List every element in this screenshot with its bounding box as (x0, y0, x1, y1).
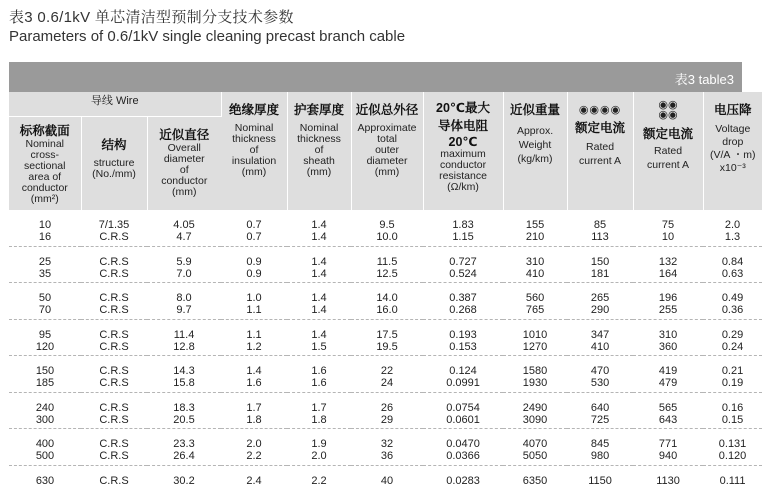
diameter-value: 5.9 (176, 255, 192, 268)
section-value: 16 (38, 231, 52, 243)
section-value: 630 (35, 474, 55, 487)
insulation-cell (221, 466, 287, 496)
structure-value: C.R.S (99, 255, 129, 268)
drop-value: 0.63 (721, 267, 744, 280)
section-value: 10 (38, 219, 52, 231)
outer-value: 14.0 (376, 292, 398, 304)
rated4-value: 470 (590, 365, 610, 377)
rated2-value: 643 (658, 413, 678, 426)
structure-value: 7/1.35 (98, 219, 130, 231)
rated2-cell (633, 320, 703, 356)
rated2-cell (633, 429, 703, 465)
section-value: 185 (35, 377, 55, 389)
structure-value: C.R.S (99, 474, 129, 487)
drop-cell (703, 210, 762, 246)
resistance-value: 0.193 (449, 328, 477, 341)
weight-cell (503, 320, 567, 356)
outer-value: 12.5 (376, 267, 398, 280)
outer-value: 16.0 (376, 304, 398, 316)
table-row (9, 356, 762, 392)
diameter-cell (147, 466, 221, 496)
drop-value: 2.0 (724, 219, 741, 231)
diameter-value: 4.05 (173, 219, 195, 231)
title-cn: 表3 0.6/1kV 单芯清洁型预制分支技术参数 (9, 9, 294, 26)
rated2-value: 255 (658, 304, 678, 316)
rated4-value: 85 (593, 219, 607, 231)
resistance-value: 0.153 (449, 340, 477, 353)
drop-cell (703, 320, 762, 356)
sheath-value: 1.6 (311, 377, 327, 389)
section-value: 500 (35, 450, 55, 462)
resistance-value: 0.268 (449, 304, 477, 316)
insulation-cell (221, 429, 287, 465)
insulation-value: 0.7 (246, 231, 262, 243)
diameter-value: 30.2 (173, 474, 195, 487)
diameter-value: 8.0 (176, 292, 192, 304)
structure-value: C.R.S (99, 292, 129, 304)
diameter-cell (147, 210, 221, 246)
rated4-value: 725 (590, 413, 610, 426)
section-cell (9, 356, 81, 392)
rated2-value: 132 (658, 255, 678, 268)
insulation-value: 1.1 (246, 328, 262, 341)
structure-value: C.R.S (99, 401, 129, 414)
weight-value: 765 (525, 304, 545, 316)
resistance-cell (423, 283, 503, 319)
weight-value: 3090 (522, 413, 548, 426)
drop-value: 0.24 (721, 340, 744, 353)
resistance-value: 0.0366 (446, 450, 480, 462)
outer-value: 29 (380, 413, 394, 426)
sheath-cell (287, 210, 351, 246)
drop-value: 0.36 (721, 304, 744, 316)
structure-value: C.R.S (99, 450, 129, 462)
rated4-cell (567, 356, 633, 392)
drop-value: 0.49 (721, 292, 744, 304)
rated4-value: 640 (590, 401, 610, 414)
rated4-value: 113 (591, 231, 609, 243)
weight-cell (503, 429, 567, 465)
insulation-value: 2.2 (246, 450, 262, 462)
weight-value: 210 (525, 231, 545, 243)
table-row (9, 210, 762, 246)
diameter-value: 12.8 (173, 340, 195, 353)
rated4-value: 1150 (588, 474, 612, 487)
rated2-value: 419 (658, 365, 678, 377)
weight-value: 2490 (522, 401, 548, 414)
resistance-cell (423, 247, 503, 283)
resistance-cell (423, 356, 503, 392)
insulation-value: 0.7 (246, 219, 262, 231)
rated2-cell (633, 210, 703, 246)
resistance-value: 0.727 (449, 255, 477, 268)
structure-cell (81, 247, 147, 283)
outer-value: 19.5 (376, 340, 398, 353)
rated4-cell (567, 466, 633, 496)
drop-value: 0.15 (721, 413, 744, 426)
rated2-value: 479 (658, 377, 678, 389)
rated4-value: 290 (590, 304, 610, 316)
resistance-value: 0.124 (449, 365, 477, 377)
diameter-value: 4.7 (176, 231, 192, 243)
table-row (9, 393, 762, 429)
rated4-value: 265 (590, 292, 610, 304)
weight-value: 310 (525, 255, 545, 268)
rated2-value: 310 (658, 328, 678, 341)
weight-value: 5050 (522, 450, 548, 462)
rated2-cell (633, 466, 703, 496)
weight-cell (503, 356, 567, 392)
rated4-value: 181 (590, 267, 610, 280)
diameter-cell (147, 356, 221, 392)
weight-value: 1270 (522, 340, 548, 353)
insulation-value: 1.8 (246, 413, 262, 426)
structure-cell (81, 356, 147, 392)
outer-cell (351, 247, 423, 283)
section-header: 标称截面 Nominal cross- sectional area of conductor (mm²) (9, 116, 81, 210)
section-cell (9, 429, 81, 465)
rated2-value: 1130 (656, 474, 680, 487)
table-row (9, 466, 762, 496)
section-cell (9, 247, 81, 283)
insulation-value: 1.6 (246, 377, 262, 389)
rated-current-4core-header: ◉◉◉◉ 额定电流 Rated current A (567, 92, 633, 210)
rated2-cell (633, 393, 703, 429)
sheath-value: 1.9 (311, 438, 327, 450)
resistance-value: 1.15 (452, 231, 474, 243)
outer-value: 40 (380, 474, 394, 487)
wire-group-header: 导线 Wire (9, 92, 221, 116)
diameter-value: 7.0 (176, 267, 192, 280)
rated2-cell (633, 356, 703, 392)
rated4-cell (567, 283, 633, 319)
insulation-value: 1.4 (246, 365, 262, 377)
table-banner (9, 62, 742, 92)
structure-cell (81, 210, 147, 246)
diameter-value: 23.3 (173, 438, 195, 450)
insulation-value: 1.7 (246, 401, 262, 414)
insulation-value: 2.4 (246, 474, 262, 487)
sheath-value: 1.6 (311, 365, 327, 377)
weight-value: 1010 (522, 328, 548, 341)
sheath-cell (287, 429, 351, 465)
outer-value: 10.0 (376, 231, 398, 243)
weight-header: 近似重量 Approx. Weight (kg/km) (503, 92, 567, 210)
section-cell (9, 393, 81, 429)
rated2-value: 360 (658, 340, 678, 353)
sheath-cell (287, 320, 351, 356)
section-value: 25 (38, 255, 52, 268)
rated2-cell (633, 247, 703, 283)
outer-cell (351, 210, 423, 246)
table-row (9, 247, 762, 283)
rated2-value: 164 (658, 267, 678, 280)
weight-cell (503, 283, 567, 319)
sheath-header: 护套厚度 Nominal thickness of sheath (mm) (287, 92, 351, 210)
structure-value: C.R.S (99, 231, 129, 243)
structure-value: C.R.S (99, 438, 129, 450)
diameter-cell (147, 247, 221, 283)
outer-value: 24 (380, 377, 394, 389)
rated2-value: 940 (658, 450, 678, 462)
section-cell (9, 466, 81, 496)
four-core-icon: ◉◉◉◉ (578, 104, 622, 116)
rated2-value: 75 (661, 219, 675, 231)
outer-diameter-header: 近似总外径 Approximate total outer diameter (mm) (351, 92, 423, 210)
rated4-value: 530 (590, 377, 610, 389)
voltage-drop-header: 电压降 Voltage drop (V/A ・m) x10⁻³ (703, 92, 762, 210)
diameter-header: 近似直径 Overall diameter of conductor (mm) (147, 116, 221, 210)
structure-value: C.R.S (99, 340, 129, 353)
outer-cell (351, 356, 423, 392)
rated4-value: 347 (590, 328, 610, 341)
sheath-cell (287, 283, 351, 319)
weight-cell (503, 247, 567, 283)
structure-value: C.R.S (99, 328, 129, 341)
resistance-header: 20℃最大 导体电阻 20℃ maximum conductor resistance (Ω/km) (423, 92, 503, 210)
rated4-cell (567, 247, 633, 283)
insulation-value: 1.0 (246, 292, 262, 304)
sheath-value: 1.4 (311, 292, 327, 304)
structure-cell (81, 429, 147, 465)
sheath-value: 1.5 (311, 340, 327, 353)
drop-value: 0.16 (721, 401, 744, 414)
rated4-cell (567, 320, 633, 356)
section-cell (9, 283, 81, 319)
sheath-value: 1.4 (311, 328, 327, 341)
table-row (9, 320, 762, 356)
outer-cell (351, 283, 423, 319)
resistance-value: 0.0470 (446, 438, 480, 450)
two-core-icon-bottom: ◉◉ (658, 109, 678, 121)
section-value: 95 (38, 328, 52, 341)
rated2-value: 771 (658, 438, 678, 450)
sheath-value: 1.4 (311, 231, 327, 243)
outer-value: 11.5 (376, 255, 398, 268)
drop-cell (703, 247, 762, 283)
outer-cell (351, 393, 423, 429)
resistance-value: 1.83 (452, 219, 474, 231)
drop-cell (703, 393, 762, 429)
table-row (9, 283, 762, 319)
insulation-value: 2.0 (246, 438, 262, 450)
section-cell (9, 210, 81, 246)
rated4-value: 980 (590, 450, 610, 462)
sheath-cell (287, 393, 351, 429)
resistance-cell (423, 393, 503, 429)
outer-value: 32 (380, 438, 394, 450)
weight-value: 1580 (522, 365, 548, 377)
two-core-icon-top: ◉◉ (658, 99, 678, 111)
sheath-value: 1.4 (311, 267, 327, 280)
drop-value: 1.3 (724, 231, 741, 243)
structure-value: C.R.S (99, 304, 129, 316)
diameter-cell (147, 320, 221, 356)
resistance-value: 0.0991 (446, 377, 480, 389)
insulation-value: 0.9 (246, 267, 262, 280)
weight-value: 560 (525, 292, 545, 304)
resistance-cell (423, 210, 503, 246)
outer-value: 17.5 (376, 328, 398, 341)
section-value: 400 (35, 438, 55, 450)
drop-value: 0.19 (721, 377, 744, 389)
section-cell (9, 320, 81, 356)
structure-value: C.R.S (99, 267, 129, 280)
section-value: 70 (38, 304, 52, 316)
resistance-value: 0.387 (449, 292, 477, 304)
section-value: 120 (35, 340, 55, 353)
outer-cell (351, 466, 423, 496)
sheath-value: 1.4 (311, 255, 327, 268)
rated4-cell (567, 210, 633, 246)
section-value: 240 (35, 401, 55, 414)
drop-value: 0.29 (721, 328, 744, 341)
insulation-value: 0.9 (246, 255, 262, 268)
diameter-value: 18.3 (173, 401, 195, 414)
outer-value: 26 (380, 401, 394, 414)
resistance-value: 0.0754 (446, 401, 480, 414)
insulation-cell (221, 393, 287, 429)
diameter-value: 15.8 (173, 377, 195, 389)
insulation-cell (221, 210, 287, 246)
diameter-cell (147, 429, 221, 465)
insulation-cell (221, 356, 287, 392)
sheath-value: 2.2 (311, 474, 327, 487)
weight-cell (503, 393, 567, 429)
sheath-value: 1.4 (311, 304, 327, 316)
rated2-value: 10 (661, 231, 675, 243)
outer-value: 36 (380, 450, 394, 462)
insulation-value: 1.2 (246, 340, 262, 353)
diameter-cell (147, 393, 221, 429)
rated4-value: 150 (590, 255, 610, 268)
section-value: 150 (35, 365, 55, 377)
rated4-cell (567, 393, 633, 429)
sheath-value: 1.7 (311, 401, 327, 414)
section-value: 300 (35, 413, 55, 426)
drop-value: 0.120 (718, 450, 747, 462)
resistance-value: 0.0283 (446, 474, 480, 487)
outer-value: 22 (380, 365, 394, 377)
resistance-value: 0.524 (449, 267, 477, 280)
weight-value: 155 (525, 219, 545, 231)
sheath-cell (287, 356, 351, 392)
insulation-value: 1.1 (246, 304, 262, 316)
resistance-value: 0.0601 (446, 413, 480, 426)
section-value: 35 (38, 267, 52, 280)
diameter-value: 26.4 (173, 450, 195, 462)
structure-header: 结构 structure (No./mm) (81, 116, 147, 210)
sheath-value: 1.4 (311, 219, 327, 231)
sheath-value: 1.8 (311, 413, 327, 426)
insulation-cell (221, 283, 287, 319)
resistance-cell (423, 320, 503, 356)
rated2-cell (633, 283, 703, 319)
section-value: 50 (38, 292, 52, 304)
rated2-value: 565 (658, 401, 678, 414)
diameter-value: 11.4 (173, 328, 195, 341)
table-row (9, 429, 762, 465)
parameters-table (9, 92, 762, 496)
rated4-value: 410 (590, 340, 610, 353)
insulation-cell (221, 320, 287, 356)
drop-value: 0.21 (721, 365, 744, 377)
sheath-cell (287, 247, 351, 283)
insulation-cell (221, 247, 287, 283)
weight-value: 1930 (522, 377, 548, 389)
table-label: 表3 table3 (674, 72, 734, 87)
structure-value: C.R.S (99, 377, 129, 389)
rated4-value: 845 (590, 438, 610, 450)
drop-cell (703, 356, 762, 392)
drop-value: 0.84 (721, 255, 744, 268)
drop-value: 0.131 (718, 438, 747, 450)
weight-value: 4070 (522, 438, 548, 450)
rated2-value: 196 (658, 292, 678, 304)
weight-value: 410 (525, 267, 545, 280)
sheath-value: 2.0 (311, 450, 327, 462)
rated4-cell (567, 429, 633, 465)
drop-cell (703, 466, 762, 496)
structure-cell (81, 393, 147, 429)
diameter-cell (147, 283, 221, 319)
insulation-header: 绝缘厚度 Nominal thickness of insulation (mm) (221, 92, 287, 210)
rated-current-2core-header: ◉◉ ◉◉ 额定电流 Rated current A (633, 92, 703, 210)
resistance-cell (423, 429, 503, 465)
resistance-cell (423, 466, 503, 496)
drop-cell (703, 429, 762, 465)
diameter-value: 14.3 (173, 365, 195, 377)
diameter-value: 20.5 (173, 413, 195, 426)
sheath-cell (287, 466, 351, 496)
weight-cell (503, 210, 567, 246)
structure-cell (81, 283, 147, 319)
outer-cell (351, 429, 423, 465)
diameter-value: 9.7 (176, 304, 192, 316)
drop-cell (703, 283, 762, 319)
weight-value: 6350 (522, 474, 548, 487)
structure-cell (81, 320, 147, 356)
structure-value: C.R.S (99, 365, 129, 377)
structure-value: C.R.S (99, 413, 129, 426)
weight-cell (503, 466, 567, 496)
outer-cell (351, 320, 423, 356)
title-en: Parameters of 0.6/1kV single cleaning precast branch cable (9, 28, 406, 45)
structure-cell (81, 466, 147, 496)
drop-value: 0.111 (719, 474, 746, 487)
outer-value: 9.5 (379, 219, 395, 231)
